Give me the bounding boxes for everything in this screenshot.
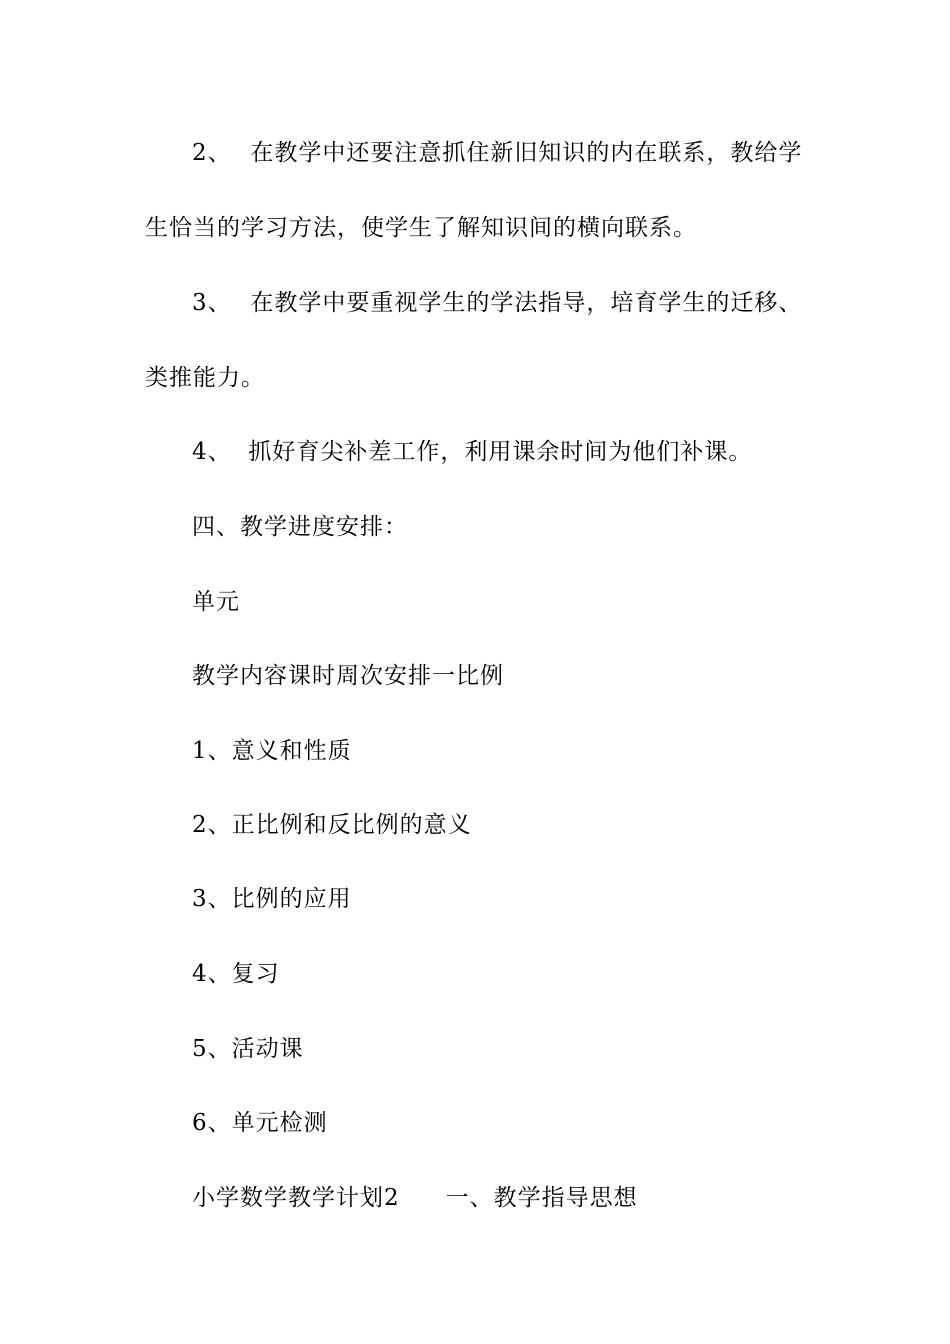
list-item xyxy=(192,1034,304,1064)
list-item xyxy=(192,884,352,914)
paragraph-2-continuation xyxy=(145,213,697,243)
document-title-line xyxy=(192,1183,638,1213)
paragraph-text: 在教学中要重视学生的学法指导，培育学生的迁移、 xyxy=(250,290,803,316)
section-heading: 一、教学指导思想 xyxy=(445,1185,638,1211)
paragraph-3-continuation xyxy=(145,363,265,393)
list-item xyxy=(192,959,280,989)
heading-text: 四、教学进度安排： xyxy=(192,514,408,540)
paragraph-text: 生恰当的学习方法，使学生了解知识间的横向联系。 xyxy=(145,215,697,241)
list-item-text: 3、比例的应用 xyxy=(192,886,352,912)
unit-label xyxy=(192,587,240,617)
paragraph-number: 2、 xyxy=(192,140,232,166)
table-header-text: 教学内容课时周次安排一比例 xyxy=(192,663,504,689)
table-header-line xyxy=(192,661,504,691)
paragraph-4 xyxy=(192,437,752,467)
paragraph-text: 抓好育尖补差工作，利用课余时间为他们补课。 xyxy=(248,439,753,465)
paragraph-number: 3、 xyxy=(192,290,232,316)
list-item-text: 5、活动课 xyxy=(192,1036,304,1062)
document-title: 小学数学教学计划2 xyxy=(192,1185,400,1211)
list-item-text: 2、正比例和反比例的意义 xyxy=(192,812,472,838)
list-item xyxy=(192,810,472,840)
list-item-text: 1、意义和性质 xyxy=(192,738,352,764)
list-item xyxy=(192,1108,328,1138)
paragraph-text: 在教学中还要注意抓住新旧知识的内在联系，教给学 xyxy=(250,140,803,166)
section-heading-schedule xyxy=(192,512,408,542)
list-item xyxy=(192,736,352,766)
list-item-text: 6、单元检测 xyxy=(192,1110,328,1136)
unit-text: 单元 xyxy=(192,589,240,615)
list-item-text: 4、复习 xyxy=(192,961,280,987)
paragraph-text: 类推能力。 xyxy=(145,365,265,391)
paragraph-3 xyxy=(192,288,802,318)
paragraph-number: 4、 xyxy=(192,439,232,465)
paragraph-2 xyxy=(192,138,802,168)
